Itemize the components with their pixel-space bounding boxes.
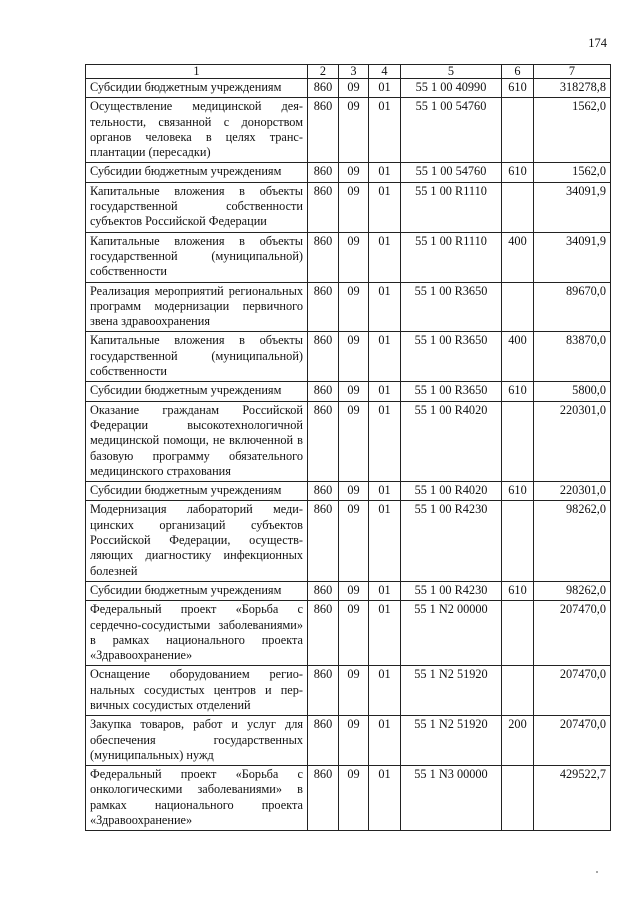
ministry-code-cell: 860: [308, 766, 339, 831]
table-row: [86, 98, 611, 163]
amount-cell: 429522,7: [534, 766, 611, 831]
ministry-code-cell: 860: [308, 382, 339, 401]
ministry-code-cell: 860: [308, 401, 339, 481]
amount-cell: 207470,0: [534, 666, 611, 716]
expense-type-cell: [502, 98, 534, 163]
target-article-cell: 55 1 00 R4230: [401, 501, 502, 581]
header-cell-4: 4: [369, 65, 401, 79]
ministry-code-cell: 860: [308, 182, 339, 232]
expense-type-cell: 610: [502, 163, 534, 182]
table-row: [86, 482, 611, 501]
item-name-cell: Федеральный проект «Борьба с онкологическими заболеваниями» в рамках национального проекта «Здравоохранение»: [86, 766, 308, 831]
table-row: [86, 182, 611, 232]
item-name-cell: Оснащение оборудованием региональных сосудистых центров и первичных сосудистых отделений: [86, 666, 308, 716]
ministry-code-cell: 860: [308, 332, 339, 382]
header-cell-7: 7: [534, 65, 611, 79]
subsection-code-cell: 01: [369, 501, 401, 581]
subsection-code-cell: 01: [369, 382, 401, 401]
amount-cell: 98262,0: [534, 581, 611, 600]
item-name-cell: Капитальные вложения в объекты государственной (муниципальной) собственности: [86, 232, 308, 282]
subsection-code-cell: 01: [369, 332, 401, 382]
target-article-cell: 55 1 00 R4020: [401, 482, 502, 501]
table-row: [86, 501, 611, 581]
table-row: [86, 766, 611, 831]
item-name-cell: Субсидии бюджетным учреждениям: [86, 382, 308, 401]
table-row: [86, 79, 611, 98]
subsection-code-cell: 01: [369, 601, 401, 666]
header-cell-5: 5: [401, 65, 502, 79]
section-code-cell: 09: [339, 601, 369, 666]
ministry-code-cell: 860: [308, 581, 339, 600]
subsection-code-cell: 01: [369, 716, 401, 766]
ministry-code-cell: 860: [308, 163, 339, 182]
expense-type-cell: 610: [502, 79, 534, 98]
table-row: [86, 666, 611, 716]
subsection-code-cell: 01: [369, 232, 401, 282]
header-cell-1: 1: [86, 65, 308, 79]
ministry-code-cell: 860: [308, 282, 339, 332]
section-code-cell: 09: [339, 98, 369, 163]
expense-type-cell: 610: [502, 581, 534, 600]
target-article-cell: 55 1 00 R4230: [401, 581, 502, 600]
table-row: [86, 382, 611, 401]
amount-cell: 1562,0: [534, 98, 611, 163]
table-body: [86, 79, 611, 831]
page-number: 174: [588, 36, 607, 50]
header-cell-2: 2: [308, 65, 339, 79]
expense-type-cell: [502, 182, 534, 232]
section-code-cell: 09: [339, 401, 369, 481]
item-name-cell: Осуществление медицинской деятельности, связанной с донорством органов человека в целях трансплантации (пересадки): [86, 98, 308, 163]
section-code-cell: 09: [339, 501, 369, 581]
target-article-cell: 55 1 00 54760: [401, 163, 502, 182]
subsection-code-cell: 01: [369, 98, 401, 163]
target-article-cell: 55 1 00 54760: [401, 98, 502, 163]
section-code-cell: 09: [339, 182, 369, 232]
expense-type-cell: [502, 601, 534, 666]
header-row: [86, 65, 611, 79]
target-article-cell: 55 1 00 R4020: [401, 401, 502, 481]
amount-cell: 98262,0: [534, 501, 611, 581]
ministry-code-cell: 860: [308, 98, 339, 163]
item-name-cell: Модернизация лабораторий медицинских организаций субъектов Российской Федерации, осуществляющих диагностику инфекционных болезней: [86, 501, 308, 581]
target-article-cell: 55 1 N2 00000: [401, 601, 502, 666]
subsection-code-cell: 01: [369, 666, 401, 716]
item-name-cell: Реализация мероприятий региональных программ модернизации первичного звена здравоохранения: [86, 282, 308, 332]
amount-cell: 207470,0: [534, 716, 611, 766]
section-code-cell: 09: [339, 581, 369, 600]
item-name-cell: Капитальные вложения в объекты государственной собственности субъектов Российской Федерации: [86, 182, 308, 232]
table-row: [86, 601, 611, 666]
subsection-code-cell: 01: [369, 163, 401, 182]
ministry-code-cell: 860: [308, 666, 339, 716]
amount-cell: 5800,0: [534, 382, 611, 401]
amount-cell: 207470,0: [534, 601, 611, 666]
subsection-code-cell: 01: [369, 401, 401, 481]
target-article-cell: 55 1 00 R3650: [401, 332, 502, 382]
ministry-code-cell: 860: [308, 716, 339, 766]
ministry-code-cell: 860: [308, 79, 339, 98]
item-name-cell: Субсидии бюджетным учреждениям: [86, 482, 308, 501]
expense-type-cell: 610: [502, 382, 534, 401]
target-article-cell: 55 1 00 40990: [401, 79, 502, 98]
expense-type-cell: 400: [502, 332, 534, 382]
subsection-code-cell: 01: [369, 766, 401, 831]
amount-cell: 83870,0: [534, 332, 611, 382]
header-cell-6: 6: [502, 65, 534, 79]
target-article-cell: 55 1 00 R1110: [401, 232, 502, 282]
section-code-cell: 09: [339, 382, 369, 401]
amount-cell: 220301,0: [534, 482, 611, 501]
item-name-cell: Федеральный проект «Борьба с сердечно-сосудистыми заболеваниями» в рамках национального проекта «Здравоохранение»: [86, 601, 308, 666]
amount-cell: 318278,8: [534, 79, 611, 98]
target-article-cell: 55 1 00 R1110: [401, 182, 502, 232]
table-row: [86, 716, 611, 766]
subsection-code-cell: 01: [369, 79, 401, 98]
expense-type-cell: [502, 282, 534, 332]
ministry-code-cell: 860: [308, 482, 339, 501]
subsection-code-cell: 01: [369, 182, 401, 232]
expense-type-cell: [502, 501, 534, 581]
item-name-cell: Субсидии бюджетным учреждениям: [86, 79, 308, 98]
item-name-cell: Субсидии бюджетным учреждениям: [86, 581, 308, 600]
target-article-cell: 55 1 N3 00000: [401, 766, 502, 831]
table-row: [86, 163, 611, 182]
section-code-cell: 09: [339, 482, 369, 501]
expense-type-cell: 610: [502, 482, 534, 501]
subsection-code-cell: 01: [369, 482, 401, 501]
table-row: [86, 282, 611, 332]
section-code-cell: 09: [339, 163, 369, 182]
section-code-cell: 09: [339, 766, 369, 831]
table-row: [86, 332, 611, 382]
subsection-code-cell: 01: [369, 581, 401, 600]
table-row: [86, 581, 611, 600]
subsection-code-cell: 01: [369, 282, 401, 332]
amount-cell: 34091,9: [534, 232, 611, 282]
header-cell-3: 3: [339, 65, 369, 79]
section-code-cell: 09: [339, 332, 369, 382]
amount-cell: 89670,0: [534, 282, 611, 332]
expense-type-cell: 400: [502, 232, 534, 282]
section-code-cell: 09: [339, 232, 369, 282]
ministry-code-cell: 860: [308, 501, 339, 581]
section-code-cell: 09: [339, 79, 369, 98]
target-article-cell: 55 1 00 R3650: [401, 382, 502, 401]
target-article-cell: 55 1 N2 51920: [401, 666, 502, 716]
expense-type-cell: [502, 401, 534, 481]
expense-type-cell: [502, 766, 534, 831]
item-name-cell: Капитальные вложения в объекты государственной (муниципальной) собственности: [86, 332, 308, 382]
amount-cell: 220301,0: [534, 401, 611, 481]
section-code-cell: 09: [339, 666, 369, 716]
amount-cell: 34091,9: [534, 182, 611, 232]
section-code-cell: 09: [339, 282, 369, 332]
target-article-cell: 55 1 00 R3650: [401, 282, 502, 332]
amount-cell: 1562,0: [534, 163, 611, 182]
budget-table: [85, 64, 611, 831]
item-name-cell: Закупка товаров, работ и услуг для обеспечения государственных (муниципальных) нужд: [86, 716, 308, 766]
expense-type-cell: 200: [502, 716, 534, 766]
section-code-cell: 09: [339, 716, 369, 766]
item-name-cell: Оказание гражданам Российской Федерации высокотехнологичной медицинской помощи, не включенной в базовую программу обязательного медицинского страхования: [86, 401, 308, 481]
ministry-code-cell: 860: [308, 232, 339, 282]
target-article-cell: 55 1 N2 51920: [401, 716, 502, 766]
ministry-code-cell: 860: [308, 601, 339, 666]
expense-type-cell: [502, 666, 534, 716]
table-row: [86, 232, 611, 282]
item-name-cell: Субсидии бюджетным учреждениям: [86, 163, 308, 182]
scan-speck: [596, 871, 598, 873]
table-row: [86, 401, 611, 481]
